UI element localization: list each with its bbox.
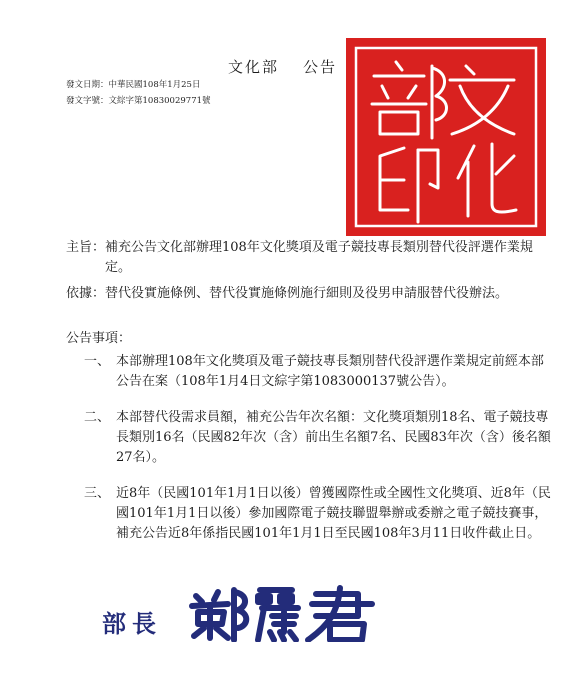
basis-section — [66, 284, 554, 304]
basis-text: 替代役實施條例、替代役實施條例施行細則及役男申請服替代役辦法。 — [105, 286, 509, 301]
issue-date-value: 中華民國108年1月25日 — [108, 80, 201, 90]
minister-signature — [188, 582, 388, 642]
notice-item-text: 本部替代役需求員額，補充公告年次名額：文化獎項類別18名、電子競技專長類別16名（民國82年次（含）前出生名額7名、民國83年次（含）後名額27名）。 — [116, 410, 551, 465]
signature-graphic — [188, 582, 388, 642]
issue-date-label: 發文日期： — [66, 80, 109, 90]
notice-item-text: 本部辦理108年文化獎項及電子競技專長類別替代役評選作業規定前經本部公告在案（108年1月4日文綜字第1083000137號公告）。 — [116, 354, 544, 389]
notice-items — [84, 352, 554, 560]
agency-name: 文化部 — [227, 58, 279, 76]
document-type: 公告 — [303, 58, 338, 76]
seal-graphic — [346, 38, 546, 236]
reference-number — [66, 96, 211, 107]
notice-item-number: 二、 — [84, 410, 111, 425]
official-seal — [346, 38, 546, 236]
notice-item — [84, 484, 554, 544]
minister-title: 部長 — [102, 609, 162, 638]
notice-item-number: 一、 — [84, 354, 111, 369]
issue-date — [66, 80, 200, 91]
reference-number-label: 發文字號： — [66, 96, 109, 106]
subject-section — [66, 238, 554, 278]
notice-label: 公告事項： — [66, 331, 132, 346]
subject-label: 主旨： — [66, 240, 106, 255]
reference-number-value: 文綜字第10830029771號 — [108, 96, 211, 106]
subject-text: 補充公告文化部辦理108年文化獎項及電子競技專長類別替代役評選作業規定。 — [105, 240, 533, 275]
notice-item — [84, 352, 554, 392]
notice-item-number: 三、 — [84, 486, 111, 501]
notice-item — [84, 408, 554, 468]
basis-label: 依據： — [66, 286, 106, 301]
notice-item-text: 近8年（民國101年1月1日以後）曾獲國際性或全國性文化獎項、近8年（民國101年1月1日以後）參加國際電子競技聯盟舉辦或委辦之電子競技賽事，補充公告近8年係指民國101年1月1日至民國108年3月11日收件截止日。 — [116, 486, 551, 541]
